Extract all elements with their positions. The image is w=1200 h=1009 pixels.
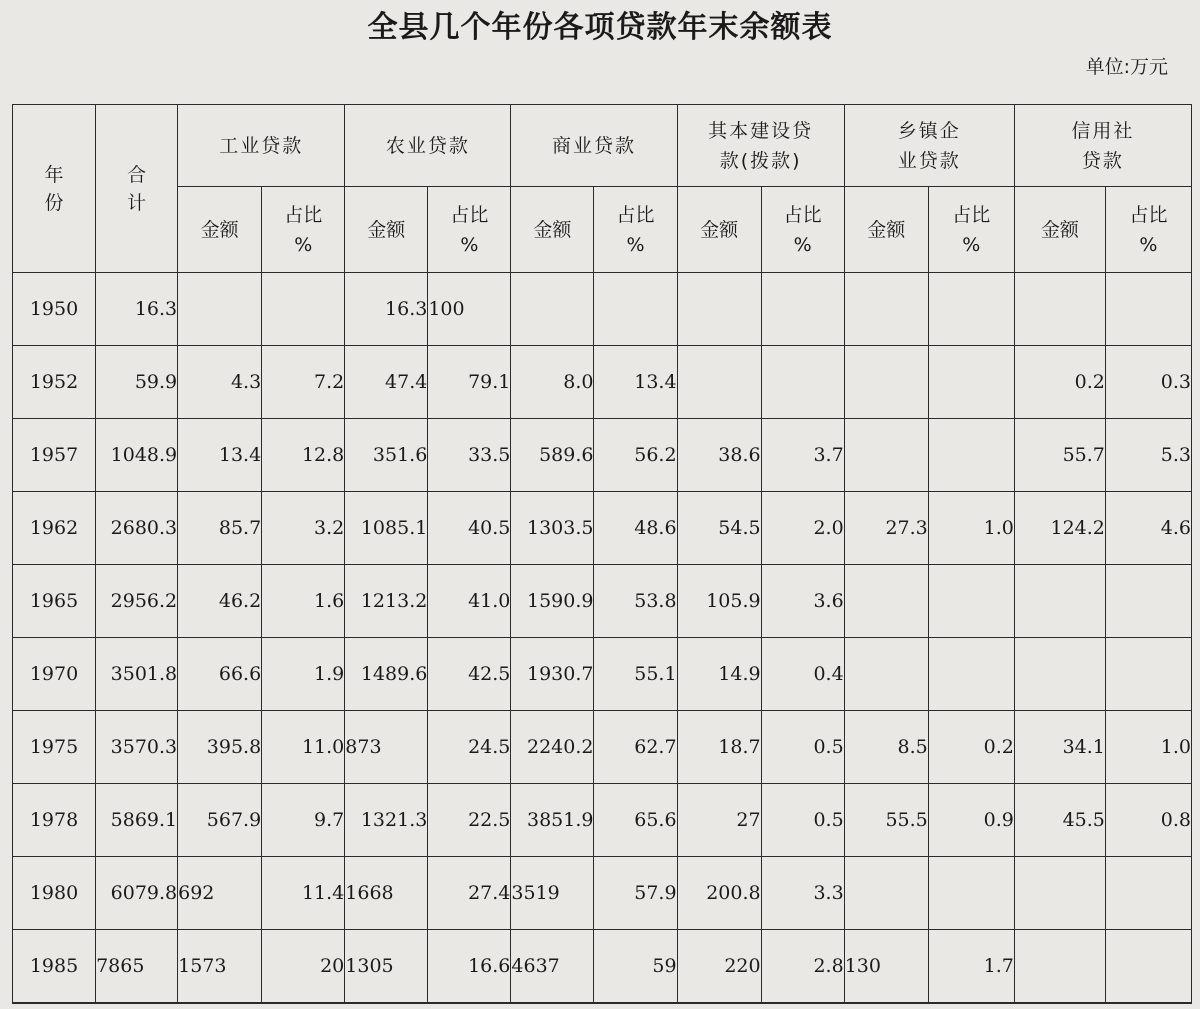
cell-share: 2.8: [761, 930, 844, 1003]
cell-share: [1105, 857, 1191, 930]
cell-year: 1957: [13, 419, 96, 492]
cell-share: 62.7: [594, 711, 677, 784]
header-row-subcolumns: [13, 187, 1192, 273]
cell-amount: 1573: [178, 930, 262, 1003]
cell-share: 11.0: [262, 711, 345, 784]
cell-total: 59.9: [96, 346, 178, 419]
cell-amount: 47.4: [345, 346, 428, 419]
cell-share: [928, 346, 1014, 419]
subheader-share: 占比 %: [262, 187, 345, 273]
cell-share: 13.4: [594, 346, 677, 419]
cell-amount: [511, 273, 594, 346]
cell-share: [1105, 273, 1191, 346]
cell-amount: 873: [345, 711, 428, 784]
cell-amount: 0.2: [1014, 346, 1105, 419]
cell-amount: 8.0: [511, 346, 594, 419]
cell-share: 53.8: [594, 565, 677, 638]
cell-amount: 105.9: [677, 565, 761, 638]
cell-share: 7.2: [262, 346, 345, 419]
table-row: [13, 711, 1192, 784]
cell-share: 48.6: [594, 492, 677, 565]
table-row: [13, 784, 1192, 857]
table-row: [13, 346, 1192, 419]
cell-amount: 45.5: [1014, 784, 1105, 857]
cell-share: 11.4: [262, 857, 345, 930]
cell-amount: 1930.7: [511, 638, 594, 711]
subheader-share: 占比 %: [594, 187, 677, 273]
cell-share: 0.3: [1105, 346, 1191, 419]
cell-amount: 1085.1: [345, 492, 428, 565]
subheader-amount: 金额: [844, 187, 928, 273]
cell-share: 1.0: [1105, 711, 1191, 784]
cell-amount: 1213.2: [345, 565, 428, 638]
header-capital-construction-loans: 其本建设贷 款(拨款): [677, 105, 844, 187]
cell-amount: 54.5: [677, 492, 761, 565]
cell-amount: 1303.5: [511, 492, 594, 565]
cell-share: 16.6: [428, 930, 511, 1003]
cell-share: 0.4: [761, 638, 844, 711]
cell-share: [262, 273, 345, 346]
cell-amount: 27: [677, 784, 761, 857]
cell-share: 56.2: [594, 419, 677, 492]
cell-share: 9.7: [262, 784, 345, 857]
cell-amount: 4637: [511, 930, 594, 1003]
table-row: [13, 419, 1192, 492]
subheader-amount: 金额: [345, 187, 428, 273]
cell-total: 1048.9: [96, 419, 178, 492]
cell-amount: 1590.9: [511, 565, 594, 638]
cell-amount: [844, 419, 928, 492]
table-row: [13, 273, 1192, 346]
cell-share: 3.3: [761, 857, 844, 930]
subheader-share: 占比 %: [1105, 187, 1191, 273]
cell-amount: 3519: [511, 857, 594, 930]
cell-share: 1.6: [262, 565, 345, 638]
cell-share: [928, 419, 1014, 492]
cell-share: 3.7: [761, 419, 844, 492]
unit-label: 单位:万元: [1085, 56, 1168, 78]
cell-amount: 8.5: [844, 711, 928, 784]
cell-total: 16.3: [96, 273, 178, 346]
cell-amount: [1014, 857, 1105, 930]
cell-share: 55.1: [594, 638, 677, 711]
cell-total: 3501.8: [96, 638, 178, 711]
cell-total: 2680.3: [96, 492, 178, 565]
cell-share: 22.5: [428, 784, 511, 857]
cell-share: 0.8: [1105, 784, 1191, 857]
cell-amount: [1014, 273, 1105, 346]
header-township-enterprise-loans: 乡镇企 业贷款: [844, 105, 1014, 187]
cell-share: [1105, 930, 1191, 1003]
cell-share: 0.9: [928, 784, 1014, 857]
cell-share: 59: [594, 930, 677, 1003]
header-industrial-loans: 工业贷款: [178, 105, 345, 187]
loan-balance-table: [12, 104, 1192, 1004]
cell-amount: 16.3: [345, 273, 428, 346]
cell-share: [1105, 638, 1191, 711]
cell-share: 4.6: [1105, 492, 1191, 565]
header-credit-cooperative-loans: 信用社 贷款: [1014, 105, 1191, 187]
cell-share: 1.7: [928, 930, 1014, 1003]
cell-amount: 18.7: [677, 711, 761, 784]
cell-amount: [844, 857, 928, 930]
cell-amount: [844, 638, 928, 711]
table-row: [13, 565, 1192, 638]
subheader-share: 占比 %: [928, 187, 1014, 273]
cell-share: 3.6: [761, 565, 844, 638]
cell-share: 100: [428, 273, 511, 346]
subheader-amount: 金额: [178, 187, 262, 273]
cell-amount: [677, 346, 761, 419]
cell-amount: 66.6: [178, 638, 262, 711]
cell-share: 1.9: [262, 638, 345, 711]
cell-share: 20: [262, 930, 345, 1003]
cell-amount: 2240.2: [511, 711, 594, 784]
cell-share: [1105, 565, 1191, 638]
cell-amount: 1668: [345, 857, 428, 930]
cell-share: [761, 346, 844, 419]
cell-year: 1980: [13, 857, 96, 930]
cell-amount: [844, 565, 928, 638]
cell-total: 2956.2: [96, 565, 178, 638]
cell-amount: 200.8: [677, 857, 761, 930]
subheader-share: 占比 %: [761, 187, 844, 273]
cell-amount: [844, 346, 928, 419]
cell-amount: 220: [677, 930, 761, 1003]
cell-amount: [1014, 565, 1105, 638]
table-row: [13, 638, 1192, 711]
cell-year: 1952: [13, 346, 96, 419]
cell-amount: 1321.3: [345, 784, 428, 857]
cell-year: 1965: [13, 565, 96, 638]
cell-year: 1985: [13, 930, 96, 1003]
cell-year: 1978: [13, 784, 96, 857]
header-commercial-loans: 商业贷款: [511, 105, 677, 187]
cell-amount: 692: [178, 857, 262, 930]
cell-year: 1970: [13, 638, 96, 711]
cell-amount: 351.6: [345, 419, 428, 492]
cell-share: 33.5: [428, 419, 511, 492]
cell-amount: 4.3: [178, 346, 262, 419]
header-total: 合 计: [96, 105, 178, 273]
cell-share: [928, 565, 1014, 638]
cell-share: 1.0: [928, 492, 1014, 565]
cell-share: 5.3: [1105, 419, 1191, 492]
cell-amount: 567.9: [178, 784, 262, 857]
cell-amount: 130: [844, 930, 928, 1003]
cell-amount: [844, 273, 928, 346]
table-row: [13, 492, 1192, 565]
cell-total: 3570.3: [96, 711, 178, 784]
cell-year: 1975: [13, 711, 96, 784]
cell-share: 41.0: [428, 565, 511, 638]
cell-year: 1962: [13, 492, 96, 565]
cell-amount: 3851.9: [511, 784, 594, 857]
header-year: 年 份: [13, 105, 96, 273]
cell-amount: 14.9: [677, 638, 761, 711]
cell-total: 7865: [96, 930, 178, 1003]
cell-share: 65.6: [594, 784, 677, 857]
cell-share: [761, 273, 844, 346]
cell-share: [928, 638, 1014, 711]
cell-share: [928, 857, 1014, 930]
cell-share: 42.5: [428, 638, 511, 711]
cell-total: 6079.8: [96, 857, 178, 930]
subheader-share: 占比 %: [428, 187, 511, 273]
subheader-amount: 金额: [511, 187, 594, 273]
cell-share: 0.5: [761, 711, 844, 784]
cell-amount: [178, 273, 262, 346]
cell-amount: 124.2: [1014, 492, 1105, 565]
cell-share: 40.5: [428, 492, 511, 565]
cell-total: 5869.1: [96, 784, 178, 857]
cell-amount: 46.2: [178, 565, 262, 638]
subheader-amount: 金额: [1014, 187, 1105, 273]
cell-share: 3.2: [262, 492, 345, 565]
cell-amount: 55.7: [1014, 419, 1105, 492]
cell-amount: 1489.6: [345, 638, 428, 711]
cell-amount: 1305: [345, 930, 428, 1003]
cell-share: 12.8: [262, 419, 345, 492]
cell-amount: 27.3: [844, 492, 928, 565]
table-title: 全县几个年份各项贷款年末余额表: [367, 10, 833, 45]
cell-share: [594, 273, 677, 346]
cell-amount: 34.1: [1014, 711, 1105, 784]
cell-share: 0.5: [761, 784, 844, 857]
cell-amount: 589.6: [511, 419, 594, 492]
cell-share: 24.5: [428, 711, 511, 784]
header-row-groups: [13, 105, 1192, 187]
cell-amount: 13.4: [178, 419, 262, 492]
cell-amount: 38.6: [677, 419, 761, 492]
cell-share: [928, 273, 1014, 346]
cell-share: 2.0: [761, 492, 844, 565]
table-row: [13, 857, 1192, 930]
cell-amount: [677, 273, 761, 346]
cell-amount: 85.7: [178, 492, 262, 565]
table-row: [13, 930, 1192, 1003]
table-body: [13, 273, 1192, 1003]
cell-share: 79.1: [428, 346, 511, 419]
cell-share: 57.9: [594, 857, 677, 930]
cell-share: 0.2: [928, 711, 1014, 784]
cell-amount: 55.5: [844, 784, 928, 857]
cell-amount: 395.8: [178, 711, 262, 784]
cell-amount: [1014, 930, 1105, 1003]
cell-year: 1950: [13, 273, 96, 346]
subheader-amount: 金额: [677, 187, 761, 273]
header-agricultural-loans: 农业贷款: [345, 105, 511, 187]
cell-share: 27.4: [428, 857, 511, 930]
cell-amount: [1014, 638, 1105, 711]
